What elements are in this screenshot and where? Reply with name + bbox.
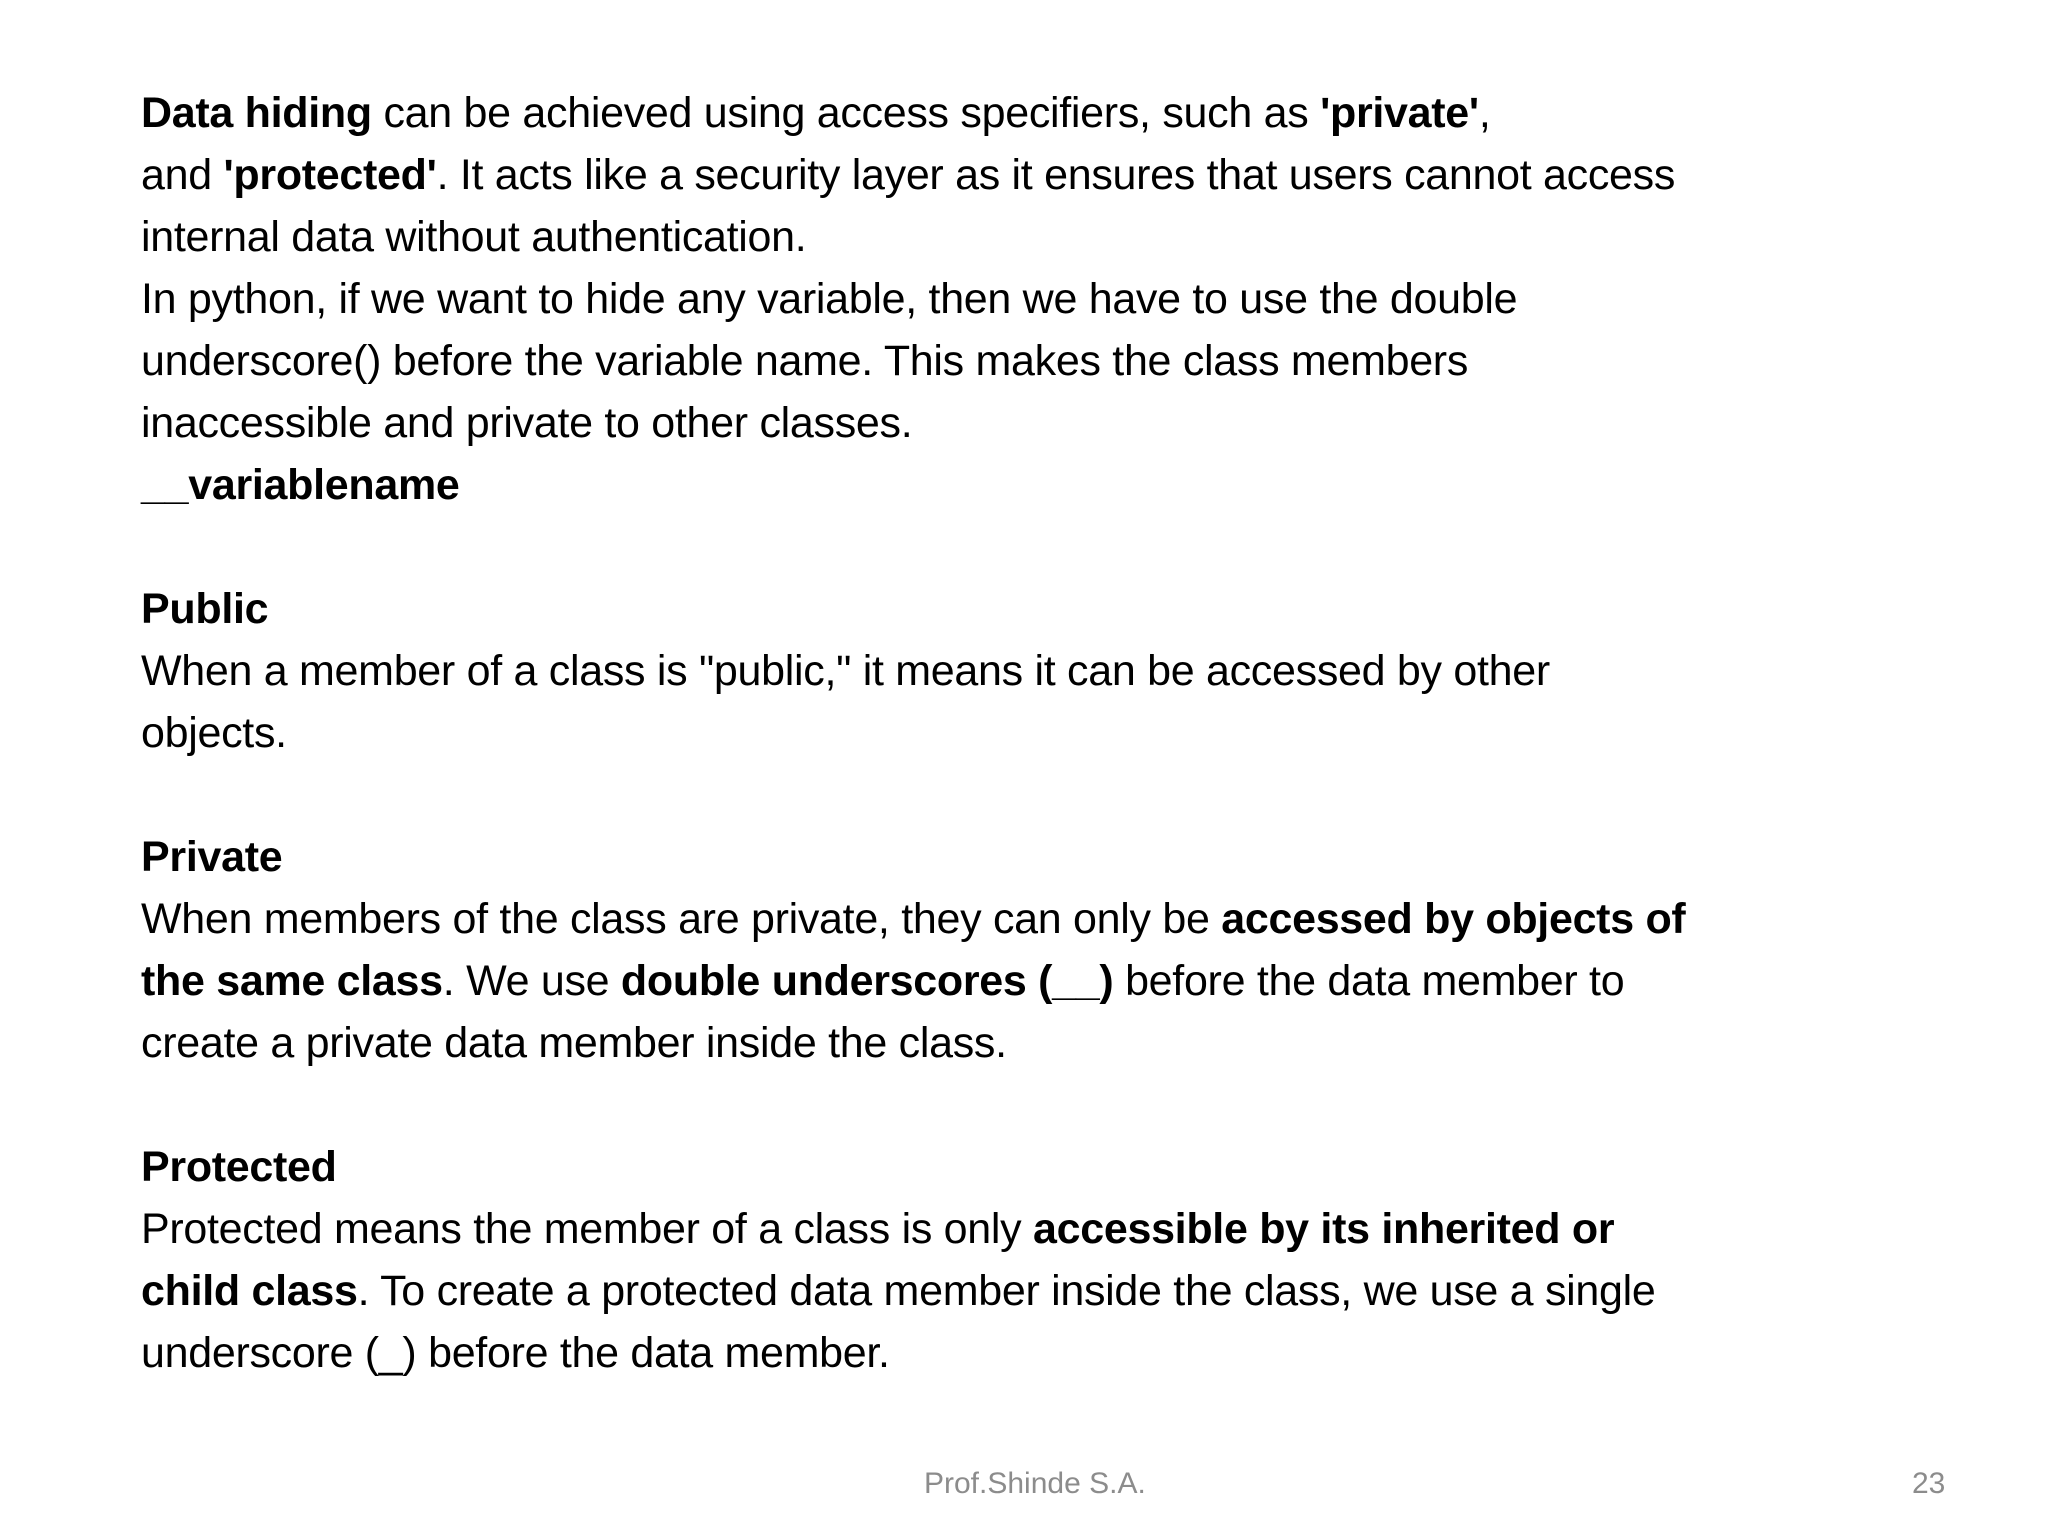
private-text: . We use: [442, 957, 621, 1005]
private-heading-line: [141, 826, 1961, 888]
protected-line-3: underscore (_) before the data member.: [141, 1329, 890, 1377]
slide-number: 23: [1912, 1467, 1946, 1500]
intro-text: . It acts like a security layer as it ensures that users cannot access: [436, 151, 1676, 199]
intro-text: and: [141, 151, 224, 199]
spacer: [141, 1074, 1961, 1136]
intro-line-5: underscore() before the variable name. This makes the class members: [141, 337, 1469, 385]
protected-text: . To create a protected data member inside the class, we use a single: [357, 1267, 1656, 1315]
spacer: [141, 516, 1961, 578]
private-section: [141, 826, 1961, 1074]
protected-heading-line: [141, 1136, 1961, 1198]
public-heading: Public: [141, 585, 269, 633]
intro-paragraph: [141, 82, 1961, 516]
syntax-line: [141, 454, 1961, 516]
private-line-2: [141, 950, 1961, 1012]
private-heading: Private: [141, 833, 283, 881]
public-line-2: objects.: [141, 709, 287, 757]
protected-section: [141, 1136, 1961, 1384]
protected-emphasis: child class: [141, 1267, 358, 1315]
variable-syntax: __variablename: [141, 461, 460, 509]
public-section: [141, 578, 1961, 764]
spacer: [141, 764, 1961, 826]
protected-line-2: [141, 1260, 1961, 1322]
intro-text: ,: [1478, 89, 1491, 137]
public-line-1: When a member of a class is "public," it means it can be accessed by other: [141, 647, 1550, 695]
intro-line-3: internal data without authentication.: [141, 213, 807, 261]
protected-heading: Protected: [141, 1143, 337, 1191]
intro-line-6: inaccessible and private to other classes.: [141, 399, 913, 447]
private-emphasis: accessed by objects of: [1221, 895, 1686, 943]
term-protected: 'protected': [223, 151, 437, 199]
intro-line-4: In python, if we want to hide any variable, then we have to use the double: [141, 275, 1518, 323]
private-emphasis: double underscores (__): [620, 957, 1114, 1005]
private-line-3: create a private data member inside the class.: [141, 1019, 1007, 1067]
protected-emphasis: accessible by its inherited or: [1033, 1205, 1615, 1253]
intro-line-2: [141, 144, 1961, 206]
private-text: When members of the class are private, they can only be: [141, 895, 1222, 943]
footer-author: Prof.Shinde S.A.: [924, 1467, 1146, 1500]
protected-text: Protected means the member of a class is only: [141, 1205, 1033, 1253]
intro-line-1: [141, 82, 1961, 144]
intro-text: can be achieved using access specifiers, such as: [371, 89, 1321, 137]
slide-body: [141, 82, 1961, 1384]
private-emphasis: the same class: [141, 957, 443, 1005]
term-data-hiding: Data hiding: [141, 89, 372, 137]
public-heading-line: [141, 578, 1961, 640]
protected-line-1: [141, 1198, 1961, 1260]
term-private: 'private': [1320, 89, 1479, 137]
private-text: before the data member to: [1113, 957, 1625, 1005]
private-line-1: [141, 888, 1961, 950]
